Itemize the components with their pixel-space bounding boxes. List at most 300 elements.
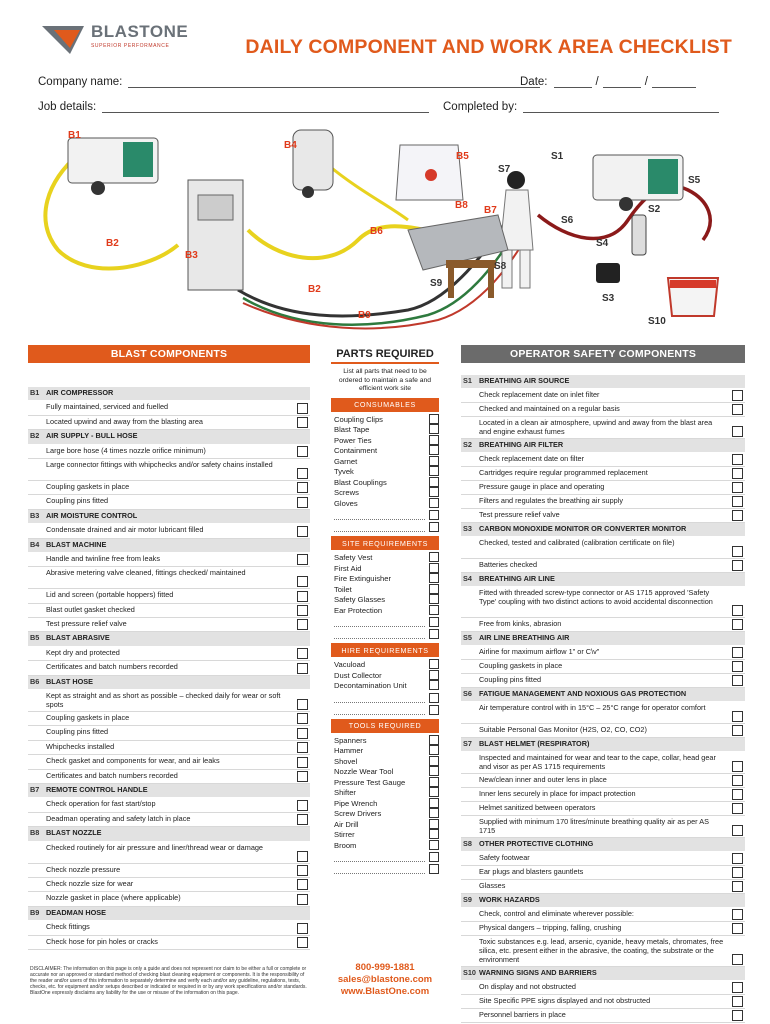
category-label: AIR LINE BREATHING AIR (479, 633, 570, 642)
parts-category-heading: HIRE REQUIREMENTS (331, 643, 439, 657)
item-label: Check gasket and components for wear, and air leaks (46, 756, 220, 766)
checkbox[interactable] (732, 881, 743, 892)
checklist-row[interactable] (461, 866, 745, 880)
checkbox[interactable] (429, 819, 439, 829)
item-label: Inner lens securely in place for impact protection (479, 789, 636, 798)
checkbox[interactable] (429, 745, 439, 755)
checkbox[interactable] (297, 937, 308, 948)
job-field[interactable] (102, 102, 429, 113)
item-label: Cartridges require regular programmed replacement (479, 468, 648, 477)
item-label: Test pressure relief valve (46, 619, 127, 629)
checklist-row[interactable] (461, 467, 745, 481)
checkbox[interactable] (429, 456, 439, 466)
parts-item[interactable] (331, 488, 439, 497)
parts-item[interactable] (331, 736, 439, 745)
parts-item-label: Ear Protection (334, 605, 383, 615)
checklist-row[interactable] (28, 842, 310, 864)
checkbox[interactable] (429, 798, 439, 808)
parts-item[interactable] (331, 553, 439, 562)
contact-phone[interactable]: 800-999-1881 (355, 962, 415, 973)
checklist-row[interactable] (28, 813, 310, 827)
checklist-row[interactable] (461, 816, 745, 838)
parts-item[interactable] (331, 799, 439, 808)
diagram-label: S10 (648, 316, 666, 327)
checkbox[interactable] (297, 648, 308, 659)
date-year-field[interactable] (652, 77, 696, 88)
checkbox[interactable] (429, 424, 439, 434)
checkbox[interactable] (732, 982, 743, 993)
checklist-row[interactable] (28, 567, 310, 589)
checkbox[interactable] (297, 894, 308, 905)
parts-item[interactable] (331, 595, 439, 604)
checklist-row[interactable] (28, 459, 310, 481)
parts-item[interactable] (331, 457, 439, 466)
parts-blank-line[interactable] (334, 509, 425, 520)
item-label: Helmet sanitized between operators (479, 803, 596, 812)
checklist-row[interactable] (28, 618, 310, 632)
item-label: Check replacement date on filter (479, 454, 585, 463)
checklist-row[interactable] (28, 553, 310, 567)
item-label: Located in a clean air atmosphere, upwind and away from the blast area and engine exhaust fumes (479, 418, 713, 436)
parts-item[interactable] (331, 809, 439, 818)
checklist-row[interactable] (461, 618, 745, 632)
checklist-row[interactable] (461, 981, 745, 995)
category-row (461, 738, 745, 752)
item-label: Physical dangers – tripping, falling, crushing (479, 923, 622, 932)
blast-components-list (28, 387, 310, 950)
checkbox[interactable] (429, 594, 439, 604)
row-code: S6 (463, 689, 472, 698)
checkbox[interactable] (732, 560, 743, 571)
checkbox[interactable] (297, 757, 308, 768)
item-label: Handle and twinline free from leaks (46, 553, 160, 563)
checklist-row[interactable] (28, 770, 310, 784)
checkbox[interactable] (297, 619, 308, 630)
checkbox[interactable] (297, 699, 308, 710)
category-label: BLAST ABRASIVE (46, 633, 110, 643)
row-code: S4 (463, 574, 472, 583)
item-label: Certificates and batch numbers recorded (46, 770, 178, 780)
blast-components-section (28, 345, 310, 950)
row-code: B8 (30, 828, 40, 838)
parts-item-label: Shifter (334, 788, 356, 797)
parts-item[interactable] (331, 746, 439, 755)
checklist-row[interactable] (28, 864, 310, 878)
parts-item-label: Stirrer (334, 830, 355, 839)
checkbox[interactable] (429, 756, 439, 766)
item-label: Fully maintained, serviced and fuelled (46, 402, 169, 412)
checkbox[interactable] (732, 803, 743, 814)
checklist-row[interactable] (28, 892, 310, 906)
completed-field[interactable] (523, 102, 719, 113)
item-label: Checked, tested and calibrated (calibration certificate on file) (479, 538, 675, 547)
item-label: Test pressure relief valve (479, 510, 560, 519)
parts-item-label: Blast Couplings (334, 477, 387, 487)
date-month-field[interactable] (603, 77, 641, 88)
disclaimer: DISCLAIMER: The information on this page is only a guide and does not represent nor claim to be either a full or complete or accurate nor an approved or standard method of checking blast cleaning equipment or components. It is the responsibility of the reader and/or users of this information to separately determine and verify each and/or any guideline, regulations, tests, checks, etc. for equipment and/or setups described or indicated or required in or by any work specifications and/or standards. BlastOne expressly disclaims any liability for the use or misuse of the information on this page. (30, 966, 307, 996)
brand-logo (40, 22, 188, 56)
checkbox[interactable] (429, 466, 439, 476)
parts-item[interactable] (331, 564, 439, 573)
contact-email[interactable]: sales@blastone.com (337, 974, 433, 985)
parts-blank-line[interactable] (334, 863, 425, 874)
category-row (461, 688, 745, 702)
row-code: B2 (30, 431, 40, 441)
category-label: BREATHING AIR FILTER (479, 440, 564, 449)
checkbox[interactable] (297, 814, 308, 825)
checklist-row[interactable] (461, 774, 745, 788)
checklist-row[interactable] (461, 389, 745, 403)
checkbox[interactable] (297, 728, 308, 739)
parts-item[interactable] (331, 425, 439, 434)
checklist-row[interactable] (28, 798, 310, 812)
parts-category-heading: TOOLS REQUIRED (331, 719, 439, 733)
checklist-row[interactable] (461, 403, 745, 417)
parts-item[interactable] (331, 767, 439, 776)
parts-item-label: Broom (334, 840, 357, 850)
parts-item-label: First Aid (334, 563, 362, 573)
item-label: Filters and regulates the breathing air supply (479, 496, 623, 505)
company-field[interactable] (128, 77, 540, 88)
checkbox[interactable] (429, 629, 439, 639)
contact-website[interactable]: www.BlastOne.com (340, 986, 430, 997)
checkbox[interactable] (732, 426, 743, 437)
parts-blank-line[interactable] (334, 628, 425, 639)
checkbox[interactable] (429, 552, 439, 562)
item-label: Free from kinks, abrasion (479, 619, 562, 628)
checkbox[interactable] (429, 445, 439, 455)
parts-blank-line[interactable] (334, 692, 425, 703)
checkbox[interactable] (297, 605, 308, 616)
checkbox[interactable] (732, 647, 743, 658)
checkbox[interactable] (732, 789, 743, 800)
item-label: Suitable Personal Gas Monitor (H2S, O2, CO, CO2) (479, 725, 647, 734)
category-label: BREATHING AIR LINE (479, 574, 555, 583)
checkbox[interactable] (297, 923, 308, 934)
checkbox[interactable] (297, 482, 308, 493)
checklist-row[interactable] (461, 936, 745, 967)
checkbox[interactable] (429, 735, 439, 745)
parts-item[interactable] (331, 446, 439, 455)
item-label: Check nozzle pressure (46, 864, 121, 874)
date-label: Date: (520, 76, 548, 88)
parts-item-label: Shovel (334, 756, 358, 766)
diagram-label: S7 (498, 164, 511, 175)
checkbox[interactable] (429, 414, 439, 424)
checklist-row[interactable] (461, 702, 745, 724)
diagram-label: S6 (561, 215, 574, 226)
checklist-row[interactable] (28, 878, 310, 892)
checkbox[interactable] (429, 563, 439, 573)
completed-label: Completed by: (443, 101, 518, 113)
checkbox[interactable] (429, 766, 439, 776)
diagram-label: B8 (455, 200, 468, 211)
checkbox[interactable] (732, 923, 743, 934)
checkbox[interactable] (732, 853, 743, 864)
checkbox[interactable] (297, 800, 308, 811)
checkbox[interactable] (732, 761, 743, 772)
checkbox[interactable] (297, 713, 308, 724)
checklist-row[interactable] (461, 908, 745, 922)
parts-item[interactable] (331, 830, 439, 839)
checklist-row[interactable] (461, 537, 745, 559)
checklist-row[interactable] (461, 509, 745, 523)
parts-item[interactable] (331, 820, 439, 829)
checklist-row[interactable] (28, 726, 310, 740)
item-label: Large bore hose (4 times nozzle orifice minimum) (46, 445, 206, 455)
category-row (28, 827, 310, 841)
date-row (520, 76, 696, 88)
checklist-row[interactable] (28, 690, 310, 712)
checklist-row[interactable] (461, 752, 745, 774)
checkbox[interactable] (429, 659, 439, 669)
checklist-row[interactable] (28, 495, 310, 509)
checkbox[interactable] (732, 454, 743, 465)
checkbox[interactable] (429, 510, 439, 520)
parts-note: List all parts that need to be ordered to maintain a safe and efficient work site (338, 368, 432, 392)
checkbox[interactable] (297, 771, 308, 782)
checkbox[interactable] (429, 605, 439, 615)
item-label: Pressure gauge in place and operating (479, 482, 605, 491)
checkbox[interactable] (732, 954, 743, 965)
checklist-row[interactable] (28, 712, 310, 726)
parts-item[interactable] (331, 841, 439, 850)
parts-item[interactable] (331, 574, 439, 583)
row-code: S5 (463, 633, 472, 642)
checklist-row[interactable] (28, 936, 310, 950)
parts-blank-line[interactable] (334, 616, 425, 627)
parts-item-label: Safety Vest (334, 553, 373, 562)
checkbox[interactable] (297, 417, 308, 428)
checkbox[interactable] (297, 497, 308, 508)
item-label: Blast outlet gasket checked (46, 604, 135, 614)
checklist-row[interactable] (461, 802, 745, 816)
item-label: Nozzle gasket in place (where applicable) (46, 893, 181, 903)
checkbox[interactable] (429, 808, 439, 818)
category-label: DEADMAN HOSE (46, 907, 106, 917)
checkbox[interactable] (429, 477, 439, 487)
item-label: Check nozzle size for wear (46, 878, 134, 888)
checkbox[interactable] (732, 468, 743, 479)
checklist-row[interactable] (461, 559, 745, 573)
item-label: Coupling gaskets in place (46, 481, 130, 491)
parts-item[interactable] (331, 499, 439, 508)
category-row (461, 375, 745, 389)
checkbox[interactable] (732, 546, 743, 557)
checkbox[interactable] (732, 675, 743, 686)
diagram-label: S1 (551, 151, 564, 162)
checkbox[interactable] (732, 825, 743, 836)
checklist-row[interactable] (461, 660, 745, 674)
row-code: B3 (30, 510, 40, 520)
parts-item[interactable] (331, 778, 439, 787)
checklist-row[interactable] (28, 445, 310, 459)
item-label: Supplied with minimum 170 litres/minute breathing quality air as per AS 1715 (479, 817, 709, 835)
parts-item[interactable] (331, 467, 439, 476)
checklist-row[interactable] (461, 922, 745, 936)
parts-item[interactable] (331, 478, 439, 487)
checklist-row[interactable] (28, 661, 310, 675)
parts-item[interactable] (331, 415, 439, 424)
parts-item[interactable] (331, 585, 439, 594)
parts-category-heading: SITE REQUIREMENTS (331, 536, 439, 550)
checkbox[interactable] (429, 573, 439, 583)
checklist-row[interactable] (461, 417, 745, 439)
diagram-label: B2 (308, 284, 321, 295)
diagram-label: B3 (185, 250, 198, 261)
checkbox[interactable] (429, 670, 439, 680)
checklist-row[interactable] (28, 921, 310, 935)
checklist-row[interactable] (28, 604, 310, 618)
category-label: BLAST MACHINE (46, 539, 107, 549)
checkbox[interactable] (732, 482, 743, 493)
checkbox[interactable] (297, 403, 308, 414)
checkbox[interactable] (732, 404, 743, 415)
checkbox[interactable] (732, 605, 743, 616)
checkbox[interactable] (429, 498, 439, 508)
checkbox[interactable] (297, 663, 308, 674)
parts-item[interactable] (331, 606, 439, 615)
operator-safety-heading: OPERATOR SAFETY COMPONENTS (461, 345, 745, 363)
checkbox[interactable] (429, 584, 439, 594)
checkbox[interactable] (732, 909, 743, 920)
diagram-label: B5 (456, 151, 469, 162)
parts-item[interactable] (331, 671, 439, 680)
parts-item-label: Garnet (334, 456, 358, 466)
category-label: BLAST NOZZLE (46, 828, 102, 838)
checklist-row[interactable] (461, 495, 745, 509)
checkbox[interactable] (297, 446, 308, 457)
checklist-row[interactable] (28, 589, 310, 603)
checklist-row[interactable] (461, 880, 745, 894)
item-label: Toxic substances e.g. lead, arsenic, cyanide, heavy metals, chromates, free silica, etc. present either in the abrasive, the coating, the substrate or the environment (479, 937, 724, 964)
parts-item[interactable] (331, 436, 439, 445)
category-row (28, 430, 310, 444)
checkbox[interactable] (732, 1010, 743, 1021)
item-label: Large connector fittings with whipchecks and/or safety chains installed (46, 459, 273, 469)
checkbox[interactable] (297, 865, 308, 876)
checkbox[interactable] (297, 468, 308, 479)
item-label: New/clean inner and outer lens in place (479, 775, 607, 784)
parts-item-label: Screw Drivers (334, 809, 382, 818)
category-row (28, 510, 310, 524)
checkbox[interactable] (732, 390, 743, 401)
checkbox[interactable] (732, 496, 743, 507)
parts-item-label: Tyvek (334, 467, 354, 476)
checklist-row[interactable] (461, 724, 745, 738)
category-row (28, 907, 310, 921)
parts-item[interactable] (331, 788, 439, 797)
checkbox[interactable] (297, 554, 308, 565)
checkbox[interactable] (732, 725, 743, 736)
item-label: Coupling pins fitted (479, 675, 542, 684)
checklist-row[interactable] (28, 416, 310, 430)
category-row (461, 632, 745, 646)
checkbox[interactable] (732, 619, 743, 630)
item-label: Coupling gaskets in place (46, 713, 130, 723)
checklist-row[interactable] (461, 453, 745, 467)
checkbox[interactable] (297, 526, 308, 537)
row-code: S7 (463, 739, 472, 748)
item-label: Coupling pins fitted (46, 496, 109, 506)
row-code: S9 (463, 895, 472, 904)
checklist-row[interactable] (28, 755, 310, 769)
completed-row (443, 101, 719, 113)
checklist-row[interactable] (461, 788, 745, 802)
checkbox[interactable] (429, 435, 439, 445)
checklist-row[interactable] (461, 674, 745, 688)
checklist-row[interactable] (28, 647, 310, 661)
checkbox[interactable] (297, 851, 308, 862)
checkbox[interactable] (732, 510, 743, 521)
parts-item[interactable] (331, 757, 439, 766)
checklist-row[interactable] (28, 524, 310, 538)
item-label: Airline for maximum airflow 1" or C\v" (479, 647, 600, 656)
category-label: WARNING SIGNS AND BARRIERS (479, 968, 597, 977)
checkbox[interactable] (429, 829, 439, 839)
row-code: S2 (463, 440, 472, 449)
checkbox[interactable] (732, 661, 743, 672)
checkbox[interactable] (429, 787, 439, 797)
checkbox[interactable] (732, 775, 743, 786)
checkbox[interactable] (297, 591, 308, 602)
checkbox[interactable] (732, 996, 743, 1007)
checklist-row[interactable] (461, 852, 745, 866)
item-label: Check fittings (46, 922, 90, 932)
parts-item[interactable] (331, 660, 439, 669)
checklist-row[interactable] (461, 587, 745, 618)
checkbox[interactable] (297, 576, 308, 587)
category-row (461, 439, 745, 453)
parts-blank-line[interactable] (334, 704, 425, 715)
checkbox[interactable] (297, 879, 308, 890)
checkbox[interactable] (732, 867, 743, 878)
checkbox[interactable] (429, 487, 439, 497)
checklist-row[interactable] (28, 401, 310, 415)
checkbox[interactable] (429, 840, 439, 850)
parts-item-label: Pipe Wrench (334, 798, 378, 808)
checkbox[interactable] (429, 864, 439, 874)
diagram-label: B9 (358, 310, 371, 321)
checkbox[interactable] (429, 617, 439, 627)
checklist-row[interactable] (461, 646, 745, 660)
parts-blank-line[interactable] (334, 851, 425, 862)
checkbox[interactable] (429, 705, 439, 715)
row-code: S1 (463, 376, 472, 385)
checkbox[interactable] (429, 852, 439, 862)
checklist-row[interactable] (461, 995, 745, 1009)
checkbox[interactable] (429, 693, 439, 703)
checkbox[interactable] (429, 777, 439, 787)
checkbox[interactable] (429, 680, 439, 690)
parts-blank-line[interactable] (334, 521, 425, 532)
checklist-row[interactable] (28, 481, 310, 495)
category-row (28, 676, 310, 690)
checkbox[interactable] (732, 711, 743, 722)
checklist-row[interactable] (461, 1009, 745, 1023)
operator-safety-section (461, 345, 745, 1023)
checkbox[interactable] (429, 522, 439, 532)
checklist-row[interactable] (28, 741, 310, 755)
parts-item[interactable] (331, 681, 439, 690)
diagram-label: B6 (370, 226, 383, 237)
parts-item-label: Gloves (334, 498, 358, 508)
date-day-field[interactable] (554, 77, 592, 88)
checkbox[interactable] (297, 742, 308, 753)
item-label: Whipchecks installed (46, 741, 115, 751)
checklist-row[interactable] (461, 481, 745, 495)
diagram-label: S9 (430, 278, 443, 289)
